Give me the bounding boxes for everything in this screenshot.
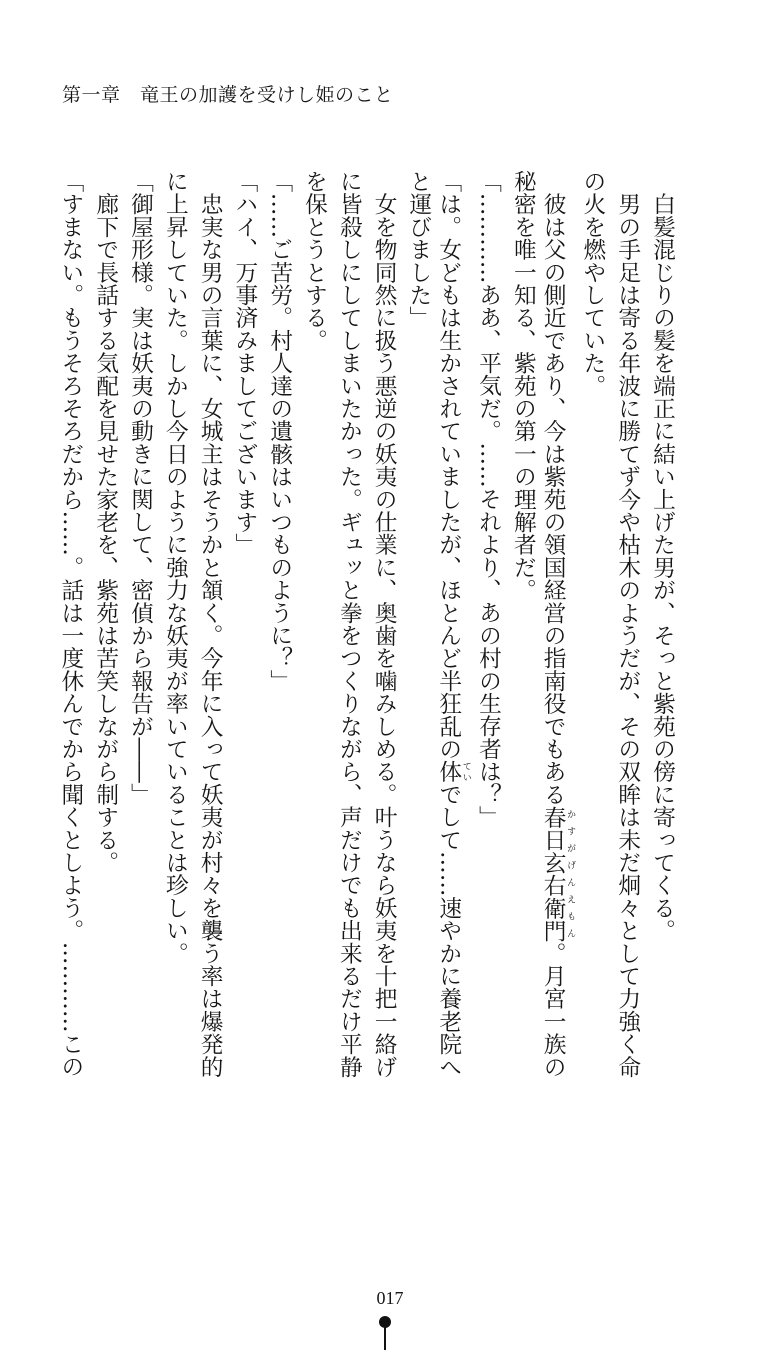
text-column: 男の手足は寄る年波に勝てず今や枯木のようだが、その双眸は未だ炯々として力強く命 [614, 170, 641, 1078]
text-column: の火を燃やしていた。 [579, 170, 606, 397]
text-column: 「…………ああ、平気だ。……それより、あの村の生存者は？」 [475, 170, 502, 829]
text-column: 白髪混じりの髪を端正に結い上げた男が、そっと紫苑の傍に寄ってくる。 [649, 170, 676, 942]
text-column: を保とうとする。 [301, 170, 328, 352]
ruby-base: 体 [435, 760, 462, 783]
ruby-reading: かすがげんえもん [565, 805, 576, 942]
text-segment: 彼は父の側近であり、今は紫苑の領国経営の指南役でもある [540, 170, 567, 806]
text-column [436, 170, 471, 1100]
text-column: 「御屋形様。実は妖夷の動きに関して、密偵から報告が――」 [127, 170, 154, 806]
text-segment: 。月宮一族の [540, 941, 567, 1079]
text-column: 女を物同然に扱う悪逆の妖夷の仕業に、奥歯を噛みしめる。叶うなら妖夷を十把一絡げ [371, 170, 398, 1078]
text-column: 「……ご苦労。村人達の遺骸はいつものように？」 [266, 170, 293, 693]
text-column: 廊下で長話する気配を見せた家老を、紫苑は苦笑しながら制する。 [92, 170, 119, 874]
ruby-annotation [540, 805, 576, 942]
text-segment: でして……速やかに養老院へ [435, 782, 462, 1078]
text-column: 忠実な男の言葉に、女城主はそうかと頷く。今年に入って妖夷が村々を襲う率は爆発的 [197, 170, 224, 1079]
running-header: 第一章 竜王の加護を受けし姫のこと [62, 84, 394, 106]
text-column: 「ハイ、万事済みましてございます」 [231, 170, 258, 556]
page-ornament-line [384, 1326, 386, 1350]
text-column: に上昇していた。しかし今日のように強力な妖夷が率いていることは珍しい。 [162, 170, 189, 965]
text-column: と運びました」 [405, 170, 432, 329]
ruby-base: 春日玄右衛門 [540, 805, 567, 942]
ruby-reading: てい [460, 760, 471, 783]
text-column: に皆殺しにしてしまいたかった。ギュッと拳をつくりながら、声だけでも出来るだけ平静 [336, 170, 363, 1078]
text-column: 秘密を唯一知る、紫苑の第一の理解者だ。 [510, 170, 537, 602]
page-number: 017 [376, 1288, 404, 1308]
text-column [540, 170, 575, 1100]
text-column: 「すまない。もうそろそろだから……。話は一度休んでから聞くとしよう。…………この [57, 170, 84, 1078]
text-segment: 「は。女どもは生かされていましたが、ほとんど半狂乱の [435, 170, 462, 761]
ruby-annotation [435, 760, 471, 783]
